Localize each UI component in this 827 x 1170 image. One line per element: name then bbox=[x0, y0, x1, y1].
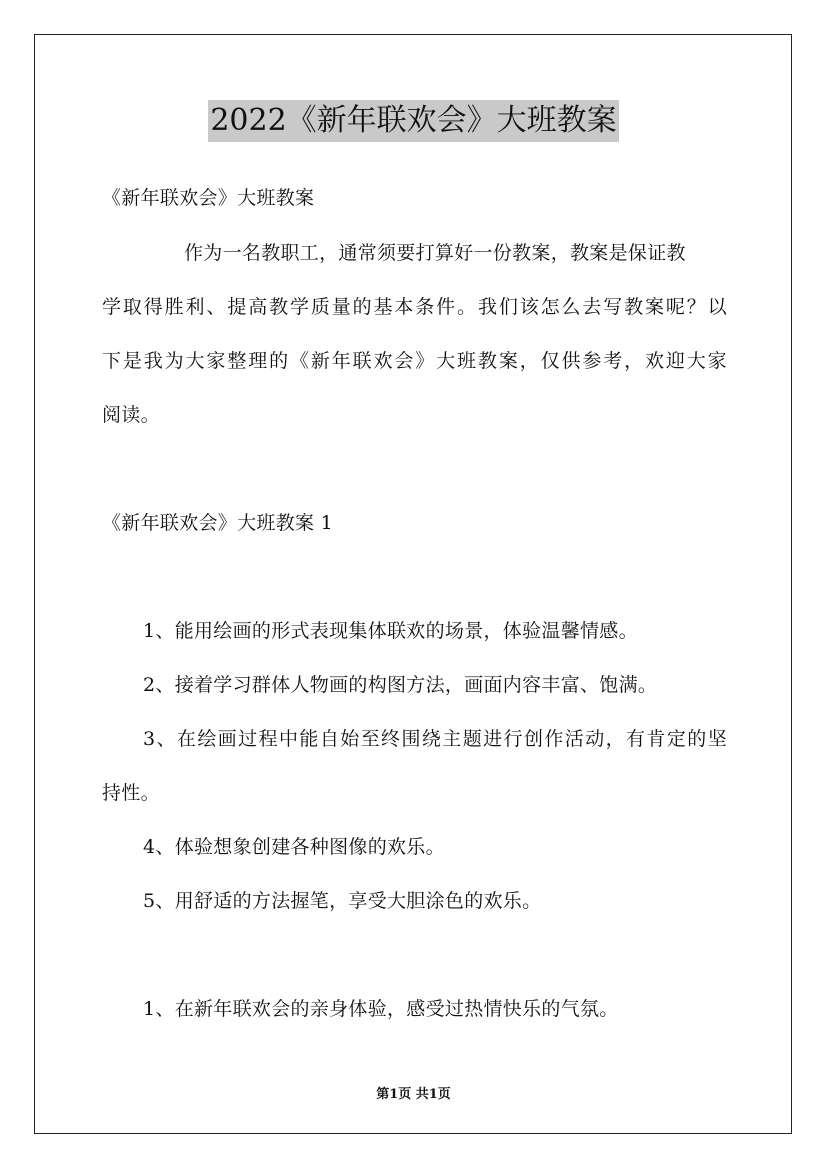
prep-item-1: 1、在新年联欢会的亲身体验，感受过热情快乐的气氛。 bbox=[143, 998, 619, 1020]
goal-item-2: 2、接着学习群体人物画的构图方法，画面内容丰富、饱满。 bbox=[143, 674, 658, 696]
section-heading: 《新年联欢会》大班教案 1 bbox=[102, 512, 334, 534]
document-title: 2022《新年联欢会》大班教案 bbox=[208, 100, 618, 142]
goal-item-1: 1、能用绘画的形式表现集体联欢的场景，体验温馨情感。 bbox=[143, 620, 638, 642]
title-wrap bbox=[0, 100, 827, 142]
goal-item-5: 5、用舒适的方法握笔，享受大胆涂色的欢乐。 bbox=[143, 890, 542, 912]
page-footer: 第1页 共1页 bbox=[376, 1087, 451, 1102]
document-subtitle: 《新年联欢会》大班教案 bbox=[102, 187, 315, 209]
goal-item-3-cont: 持性。 bbox=[102, 782, 160, 804]
goal-item-3: 3、在绘画过程中能自始至终围绕主题进行创作活动，有肯定的坚 bbox=[143, 728, 727, 750]
goal-item-4: 4、体验想象创建各种图像的欢乐。 bbox=[143, 836, 445, 858]
intro-line-2: 学取得胜利、提高教学质量的基本条件。我们该怎么去写教案呢？以 bbox=[102, 296, 727, 318]
intro-line-1: 作为一名教职工，通常须要打算好一份教案，教案是保证教 bbox=[184, 242, 686, 264]
intro-line-4: 阅读。 bbox=[102, 404, 160, 426]
intro-line-3: 下是我为大家整理的《新年联欢会》大班教案，仅供参考，欢迎大家 bbox=[102, 350, 727, 372]
